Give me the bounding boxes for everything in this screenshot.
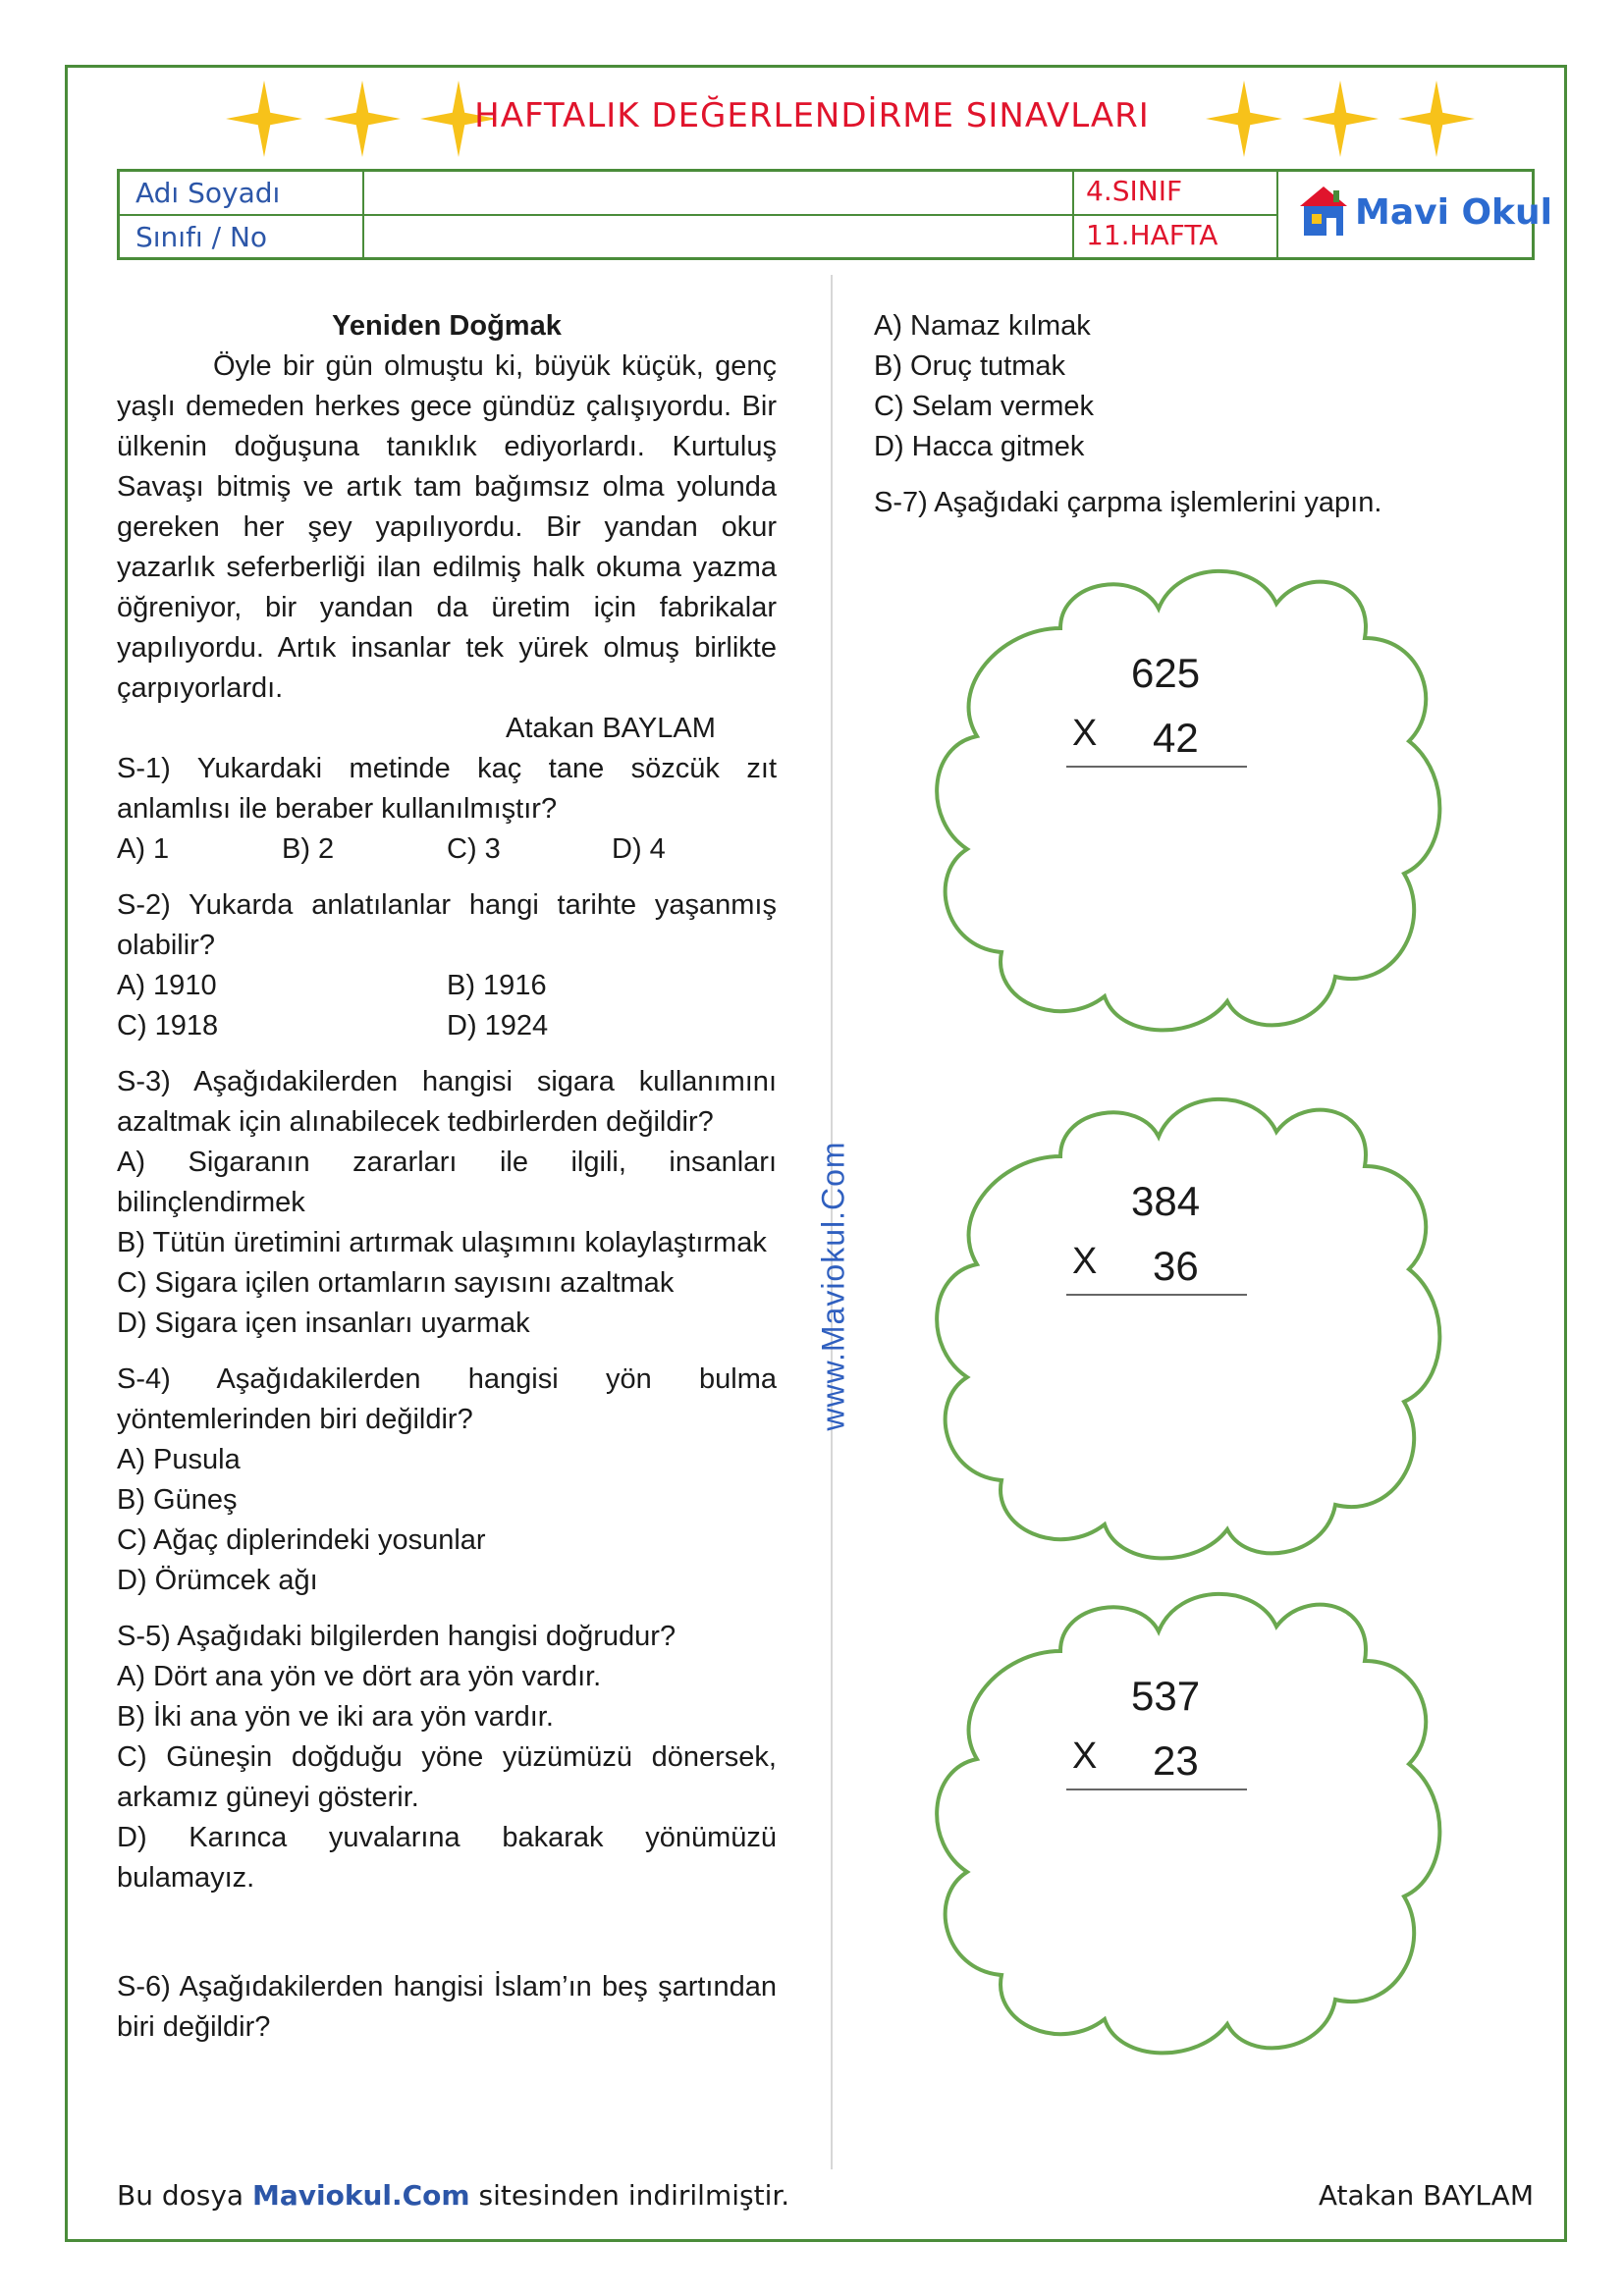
option[interactable]: A) 1910 <box>117 970 217 1001</box>
footer-author: Atakan BAYLAM <box>1318 2179 1534 2212</box>
class-label: Sınıfı / No <box>135 221 268 253</box>
multiplier: 23 <box>1153 1737 1199 1784</box>
question-6: S-6) Aşağıdakilerden hangisi İslam’ın beş şartından biri değildir? <box>117 1971 777 2043</box>
option[interactable]: B) Güneş <box>117 1484 238 1516</box>
question-4: S-4) Aşağıdakilerden hangisi yön bulma yöntemlerinden biri değildir? <box>117 1363 777 1435</box>
answer-line <box>1066 766 1247 768</box>
option[interactable]: B) Oruç tutmak <box>874 350 1065 382</box>
left-column <box>117 306 777 2048</box>
option[interactable]: C) Selam vermek <box>874 391 1094 422</box>
option[interactable]: A) Sigaranın zararları ile ilgili, insanları bilinçlendirmek <box>117 1147 777 1218</box>
option[interactable]: D) 1924 <box>447 1010 549 1041</box>
passage-title: Yeniden Doğmak <box>332 310 562 342</box>
passage-text: Öyle bir gün olmuştu ki, büyük küçük, genç yaşlı demeden herkes gece gündüz çalışıyordu. Bir ülkenin doğuşuna tanıklık ediyorlardı. Kurtuluş Savaşı bitmiş ve artık tam bağımsız olma yolunda gereken her şey yapılıyordu. Bir yandan okur yazarlık seferberliği ilan edilmiş halk okuma yazma öğreniyor, bir yandan da üretim için fabrikalar yapılıyordu. Artık insanlar tek yürek olmuş birlikte çarpıyorlardı. <box>117 350 777 704</box>
multiplicand: 625 <box>1131 650 1201 696</box>
option[interactable]: B) İki ana yön ve iki ara yön vardır. <box>117 1701 554 1733</box>
maviokul-logo <box>1294 177 1552 247</box>
footer-site-link[interactable]: Maviokul.Com <box>251 2179 470 2212</box>
option[interactable]: D) Hacca gitmek <box>874 431 1085 462</box>
option[interactable]: C) Güneşin doğduğu yöne yüzümüzü dönersek, arkamız güneyi gösterir. <box>117 1741 777 1813</box>
multiplicand: 384 <box>1131 1178 1201 1224</box>
multiplier: 36 <box>1153 1243 1199 1289</box>
page-title: HAFTALIK DEĞERLENDİRME SINAVLARI <box>474 96 1150 135</box>
option[interactable]: D) Karınca yuvalarına bakarak yönümüzü bulamayız. <box>117 1822 777 1894</box>
option[interactable]: C) Sigara içilen ortamların sayısını azaltmak <box>117 1267 675 1299</box>
class-field[interactable] <box>365 216 1070 257</box>
question-7: S-7) Aşağıdaki çarpma işlemlerini yapın. <box>874 487 1382 518</box>
option[interactable]: C) 1918 <box>117 1010 219 1041</box>
option[interactable]: A) 1 <box>117 833 170 865</box>
name-field[interactable] <box>365 172 1070 214</box>
right-column <box>874 306 1404 523</box>
multiplication-cloud[interactable] <box>913 560 1463 1041</box>
option[interactable]: C) Ağaç diplerindeki yosunlar <box>117 1524 486 1556</box>
question-2-options <box>117 966 777 1006</box>
multiply-sign: X <box>1072 1241 1098 1282</box>
option[interactable]: B) 2 <box>282 833 335 865</box>
option[interactable]: A) Namaz kılmak <box>874 310 1091 342</box>
footer-prefix: Bu dosya <box>117 2179 244 2212</box>
question-5: S-5) Aşağıdaki bilgilerden hangisi doğrudur? <box>117 1621 677 1652</box>
answer-line <box>1066 1789 1247 1790</box>
option[interactable]: B) Tütün üretimini artırmak ulaşımını kolaylaştırmak <box>117 1227 767 1258</box>
watermark: www.Maviokul.Com <box>815 1141 851 1431</box>
question-1: S-1) Yukardaki metinde kaç tane sözcük zıt anlamlısı ile beraber kullanılmıştır? <box>117 753 777 825</box>
question-2: S-2) Yukarda anlatılanlar hangi tarihte yaşanmış olabilir? <box>117 889 777 961</box>
option[interactable]: D) Örümcek ağı <box>117 1565 318 1596</box>
footer-note <box>117 2179 789 2212</box>
question-1-options <box>117 829 777 870</box>
option[interactable]: D) Sigara içen insanları uyarmak <box>117 1308 530 1339</box>
passage-author: Atakan BAYLAM <box>506 713 716 744</box>
option[interactable]: B) 1916 <box>447 970 547 1001</box>
multiplicand: 537 <box>1131 1673 1201 1719</box>
multiplication-cloud[interactable] <box>913 1582 1463 2063</box>
option[interactable]: C) 3 <box>447 833 501 865</box>
week-value: 11.HAFTA <box>1086 219 1218 251</box>
multiplication-cloud[interactable] <box>913 1088 1463 1569</box>
option[interactable]: D) 4 <box>612 833 666 865</box>
grade-value: 4.SINIF <box>1086 175 1183 207</box>
multiply-sign: X <box>1072 1735 1098 1777</box>
option[interactable]: A) Pusula <box>117 1444 241 1475</box>
multiplier: 42 <box>1153 715 1199 761</box>
multiply-sign: X <box>1072 713 1098 754</box>
answer-line <box>1066 1294 1247 1296</box>
logo-text: Mavi Okul <box>1355 192 1552 233</box>
question-3: S-3) Aşağıdakilerden hangisi sigara kullanımını azaltmak için alınabilecek tedbirlerden değildir? <box>117 1066 777 1138</box>
name-label: Adı Soyadı <box>135 177 281 209</box>
option[interactable]: A) Dört ana yön ve dört ara yön vardır. <box>117 1661 602 1692</box>
footer-suffix: sitesinden indirilmiştir. <box>478 2179 790 2212</box>
